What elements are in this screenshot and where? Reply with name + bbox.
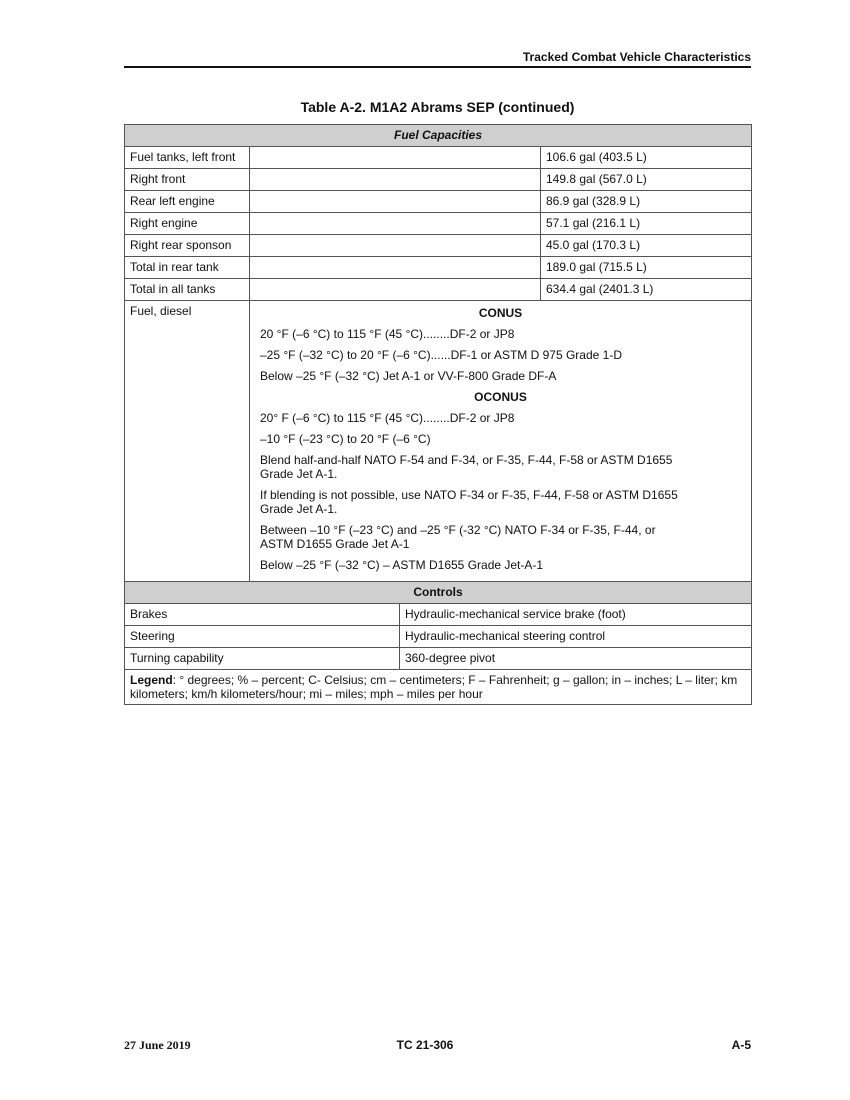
table-row <box>125 235 752 257</box>
row-value: 86.9 gal (328.9 L) <box>541 191 752 213</box>
fuel-section-heading-row <box>125 125 752 147</box>
row-value: 189.0 gal (715.5 L) <box>541 257 752 279</box>
row-label: Steering <box>125 626 400 648</box>
row-label: Turning capability <box>125 648 400 670</box>
table-row <box>125 257 752 279</box>
legend-text: : ° degrees; % – percent; C- Celsius; cm – centimeters; F – Fahrenheit; g – gallon; in – inches; L – liter; km kilometers; km/h kilometers/hour; mi – miles; mph – miles per hour <box>130 673 738 701</box>
row-label: Rear left engine <box>125 191 250 213</box>
oconus-line: Blend half-and-half NATO F-54 and F-34, or F-35, F-44, F-58 or ASTM D1655 Grade Jet A-1. <box>260 453 673 481</box>
row-label: Right rear sponson <box>125 235 250 257</box>
footer-page-number: A-5 <box>731 1038 751 1052</box>
footer-date: 27 June 2019 <box>124 1038 191 1052</box>
table-row <box>125 147 752 169</box>
conus-line: –25 °F (–32 °C) to 20 °F (–6 °C)......DF-1 or ASTM D 975 Grade 1-D <box>260 348 622 362</box>
row-label: Total in rear tank <box>125 257 250 279</box>
blank-cell <box>250 279 541 301</box>
row-value: 57.1 gal (216.1 L) <box>541 213 752 235</box>
diesel-spec-cell <box>250 301 752 582</box>
table-row <box>125 648 752 670</box>
oconus-line: Below –25 °F (–32 °C) – ASTM D1655 Grade Jet-A-1 <box>260 558 544 572</box>
diesel-spec-block <box>255 304 746 578</box>
running-head: Tracked Combat Vehicle Characteristics <box>522 50 751 64</box>
row-value: 149.8 gal (567.0 L) <box>541 169 752 191</box>
fuel-section-heading: Fuel Capacities <box>125 125 752 147</box>
table-row <box>125 169 752 191</box>
row-label: Right engine <box>125 213 250 235</box>
oconus-line: If blending is not possible, use NATO F-34 or F-35, F-44, F-58 or ASTM D1655 Grade Jet A-1. <box>260 488 678 516</box>
blank-cell <box>250 213 541 235</box>
legend <box>125 670 752 705</box>
blank-cell <box>250 147 541 169</box>
blank-cell <box>250 257 541 279</box>
table-row <box>125 279 752 301</box>
row-value: Hydraulic-mechanical service brake (foot) <box>400 604 752 626</box>
table-row <box>125 626 752 648</box>
header-rule <box>124 66 751 68</box>
legend-row <box>125 670 752 705</box>
legend-label: Legend <box>130 673 173 687</box>
conus-heading: CONUS <box>478 306 523 320</box>
row-label: Right front <box>125 169 250 191</box>
diesel-row <box>125 301 752 582</box>
blank-cell <box>250 169 541 191</box>
controls-section-heading-row <box>125 582 752 604</box>
row-value: 634.4 gal (2401.3 L) <box>541 279 752 301</box>
spec-table <box>124 124 752 705</box>
row-value: 360-degree pivot <box>400 648 752 670</box>
blank-cell <box>250 191 541 213</box>
oconus-line: Between –10 °F (–23 °C) and –25 °F (-32 °C) NATO F-34 or F-35, F-44, or ASTM D1655 Grade Jet A-1 <box>260 523 656 551</box>
table-row <box>125 604 752 626</box>
row-label: Brakes <box>125 604 400 626</box>
row-label: Fuel tanks, left front <box>125 147 250 169</box>
row-label: Total in all tanks <box>125 279 250 301</box>
oconus-heading: OCONUS <box>474 390 527 404</box>
diesel-label: Fuel, diesel <box>125 301 250 582</box>
oconus-line: –10 °F (–23 °C) to 20 °F (–6 °C) <box>260 432 431 446</box>
row-value: Hydraulic-mechanical steering control <box>400 626 752 648</box>
table-title: Table A-2. M1A2 Abrams SEP (continued) <box>300 99 575 115</box>
table-row <box>125 213 752 235</box>
table-row <box>125 191 752 213</box>
oconus-line: 20° F (–6 °C) to 115 °F (45 °C)........DF-2 or JP8 <box>260 411 515 425</box>
row-value: 45.0 gal (170.3 L) <box>541 235 752 257</box>
conus-line: Below –25 °F (–32 °C) Jet A-1 or VV-F-800 Grade DF-A <box>260 369 557 383</box>
controls-section-heading: Controls <box>125 582 752 604</box>
blank-cell <box>250 235 541 257</box>
footer-publication: TC 21-306 <box>396 1038 454 1052</box>
conus-line: 20 °F (–6 °C) to 115 °F (45 °C)........DF-2 or JP8 <box>260 327 515 341</box>
row-value: 106.6 gal (403.5 L) <box>541 147 752 169</box>
